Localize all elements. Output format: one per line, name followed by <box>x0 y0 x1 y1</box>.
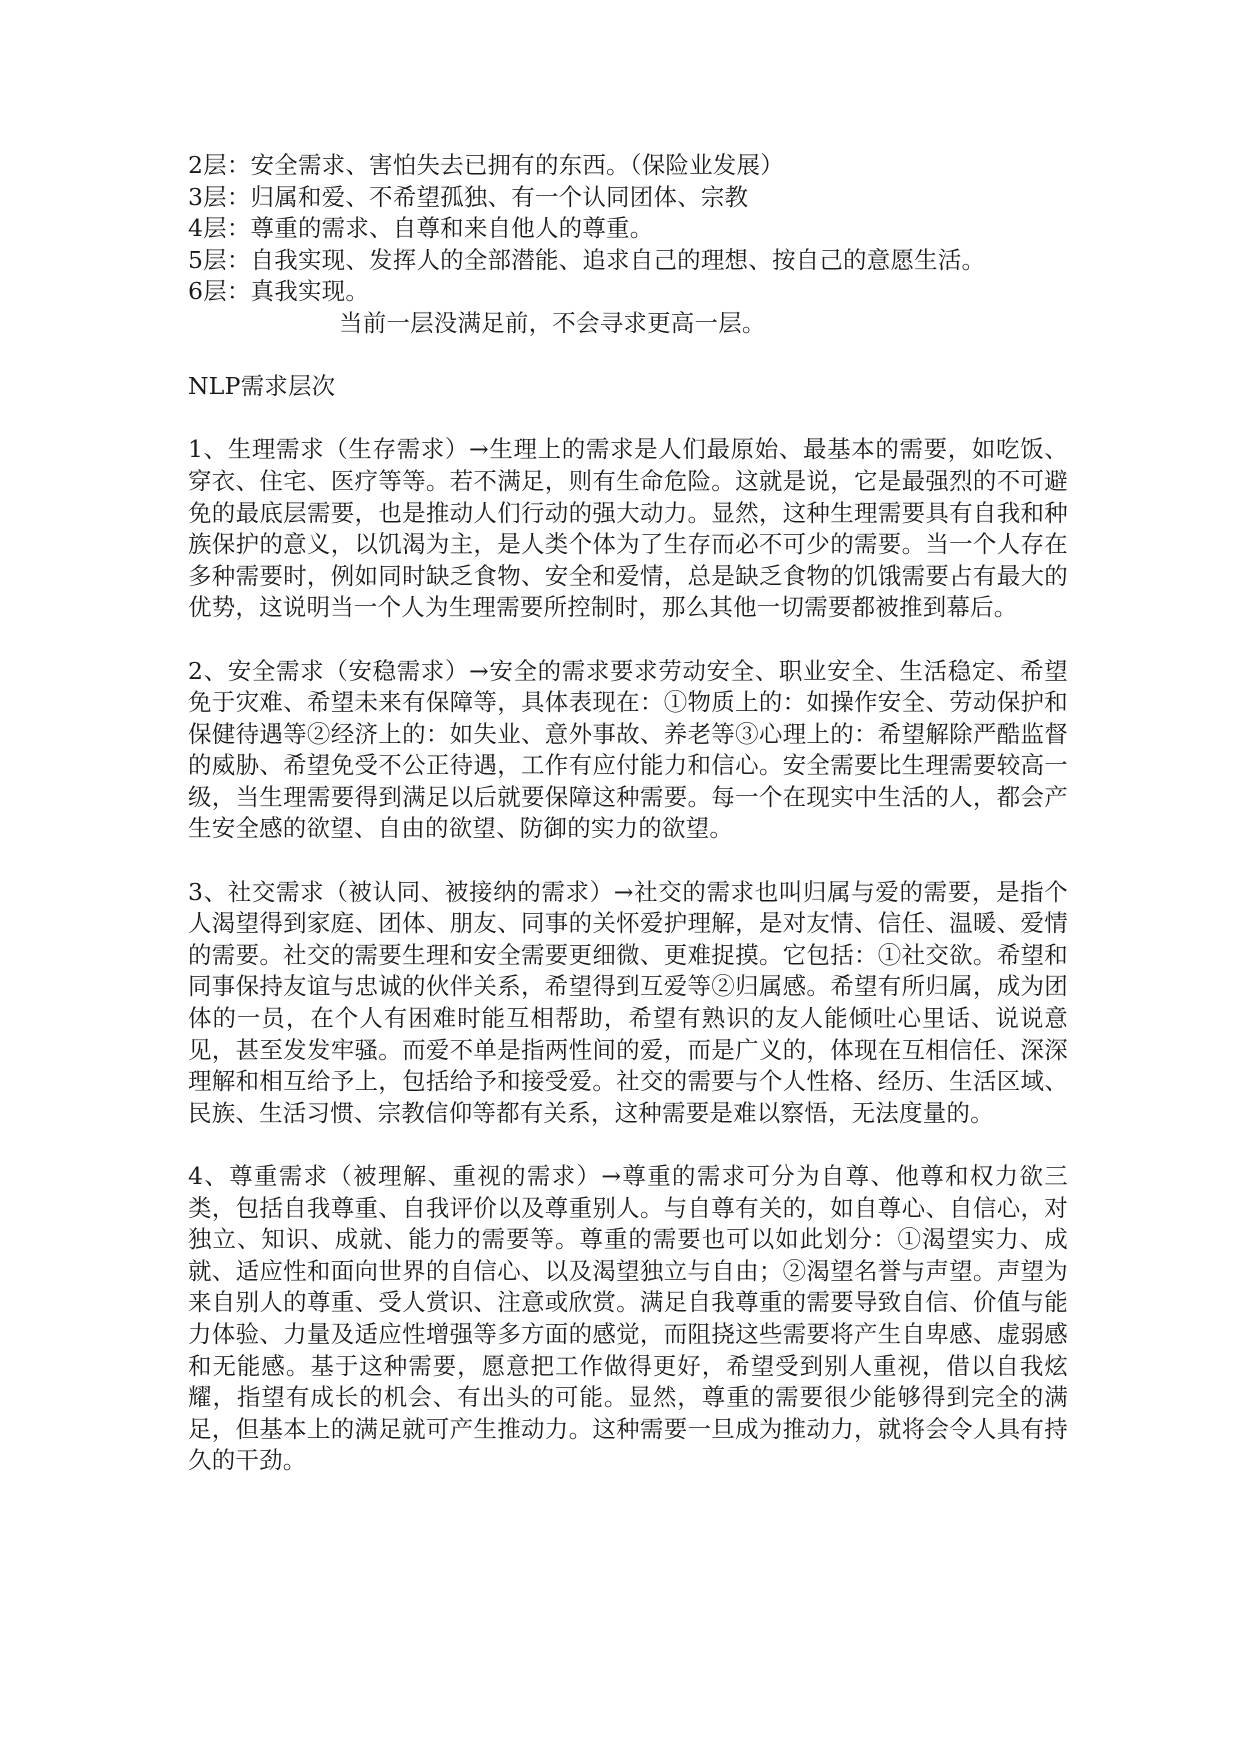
level-2-line: 2层：安全需求、害怕失去已拥有的东西。（保险业发展） <box>188 151 784 179</box>
paragraph-physiological-needs: 1、生理需求（生存需求）→生理上的需求是人们最原始、最基本的需要，如吃饭、穿衣、住宅、医疗等等。若不满足，则有生命危险。这就是说，它是最强烈的不可避免的最底层需要，也是推动人们行动的强大动力。显然，这种生理需要具有自我和种族保护的意义，以饥渴为主，是人类个体为了生存而必不可少的需要。当一个人存在多种需要时，例如同时缺乏食物、安全和爱情，总是缺乏食物的饥饿需要占有最大的优势，这说明当一个人为生理需要所控制时，那么其他一切需要都被推到幕后。 <box>188 435 1068 622</box>
paragraph-esteem-needs: 4、尊重需求（被理解、重视的需求）→尊重的需求可分为自尊、他尊和权力欲三类，包括自我尊重、自我评价以及尊重别人。与自尊有关的，如自尊心、自信心，对独立、知识、成就、能力的需要等。尊重的需要也可以如此划分：①渴望实力、成就、适应性和面向世界的自信心、以及渴望独立与自由；②渴望名誉与声望。声望为来自别人的尊重、受人赏识、注意或欣赏。满足自我尊重的需要导致自信、价值与能力体验、力量及适应性增强等多方面的感觉，而阻挠这些需要将产生自卑感、虚弱感和无能感。基于这种需要，愿意把工作做得更好，希望受到别人重视，借以自我炫耀，指望有成长的机会、有出头的可能。显然，尊重的需要很少能够得到完全的满足，但基本上的满足就可产生推动力。这种需要一旦成为推动力，就将会令人具有持久的干劲。 <box>188 1162 1068 1475</box>
spacer <box>188 403 1068 435</box>
section-heading: NLP需求层次 <box>188 372 336 401</box>
spacer <box>188 624 1068 656</box>
level-4-line: 4层：尊重的需求、自尊和来自他人的尊重。 <box>188 214 654 243</box>
spacer <box>188 340 1068 372</box>
paragraph-social-needs: 3、社交需求（被认同、被接纳的需求）→社交的需求也叫归属与爱的需要，是指个人渴望得到家庭、团体、朋友、同事的关怀爱护理解，是对友情、信任、温暖、爱情的需要。社交的需要生理和安全需要更细微、更难捉摸。它包括：①社交欲。希望和同事保持友谊与忠诚的伙伴关系，希望得到互爱等②归属感。希望有所归属，成为团体的一员，在个人有困难时能互相帮助，希望有熟识的友人能倾吐心里话、说说意见，甚至发发牢骚。而爱不单是指两性间的爱，而是广义的，体现在互相信任、深深理解和相互给予上，包括给予和接受爱。社交的需要与个人性格、经历、生活区域、民族、生活习惯、宗教信仰等都有关系，这种需要是难以察悟，无法度量的。 <box>188 877 1068 1127</box>
paragraph-safety-needs: 2、安全需求（安稳需求）→安全的需求要求劳动安全、职业安全、生活稳定、希望免于灾难、希望未来有保障等，具体表现在：①物质上的：如操作安全、劳动保护和保健待遇等②经济上的：如失业、意外事故、养老等③心理上的：希望解除严酷监督的威胁、希望免受不公正待遇，工作有应付能力和信心。安全需要比生理需要较高一级，当生理需要得到满足以后就要保障这种需要。每一个在现实中生活的人，都会产生安全感的欲望、自由的欲望、防御的实力的欲望。 <box>188 656 1068 843</box>
level-5-line: 5层：自我实现、发挥人的全部潜能、追求自己的理想、按自己的意愿生活。 <box>188 245 986 274</box>
document-page <box>188 150 1068 1477</box>
spacer <box>188 1129 1068 1161</box>
hierarchy-note: 当前一层没满足前，不会寻求更高一层。 <box>339 308 766 337</box>
level-6-line: 6层：真我实现。 <box>188 277 370 306</box>
level-3-line: 3层：归属和爱、不希望孤独、有一个认同团体、宗教 <box>188 182 749 211</box>
spacer <box>188 845 1068 877</box>
